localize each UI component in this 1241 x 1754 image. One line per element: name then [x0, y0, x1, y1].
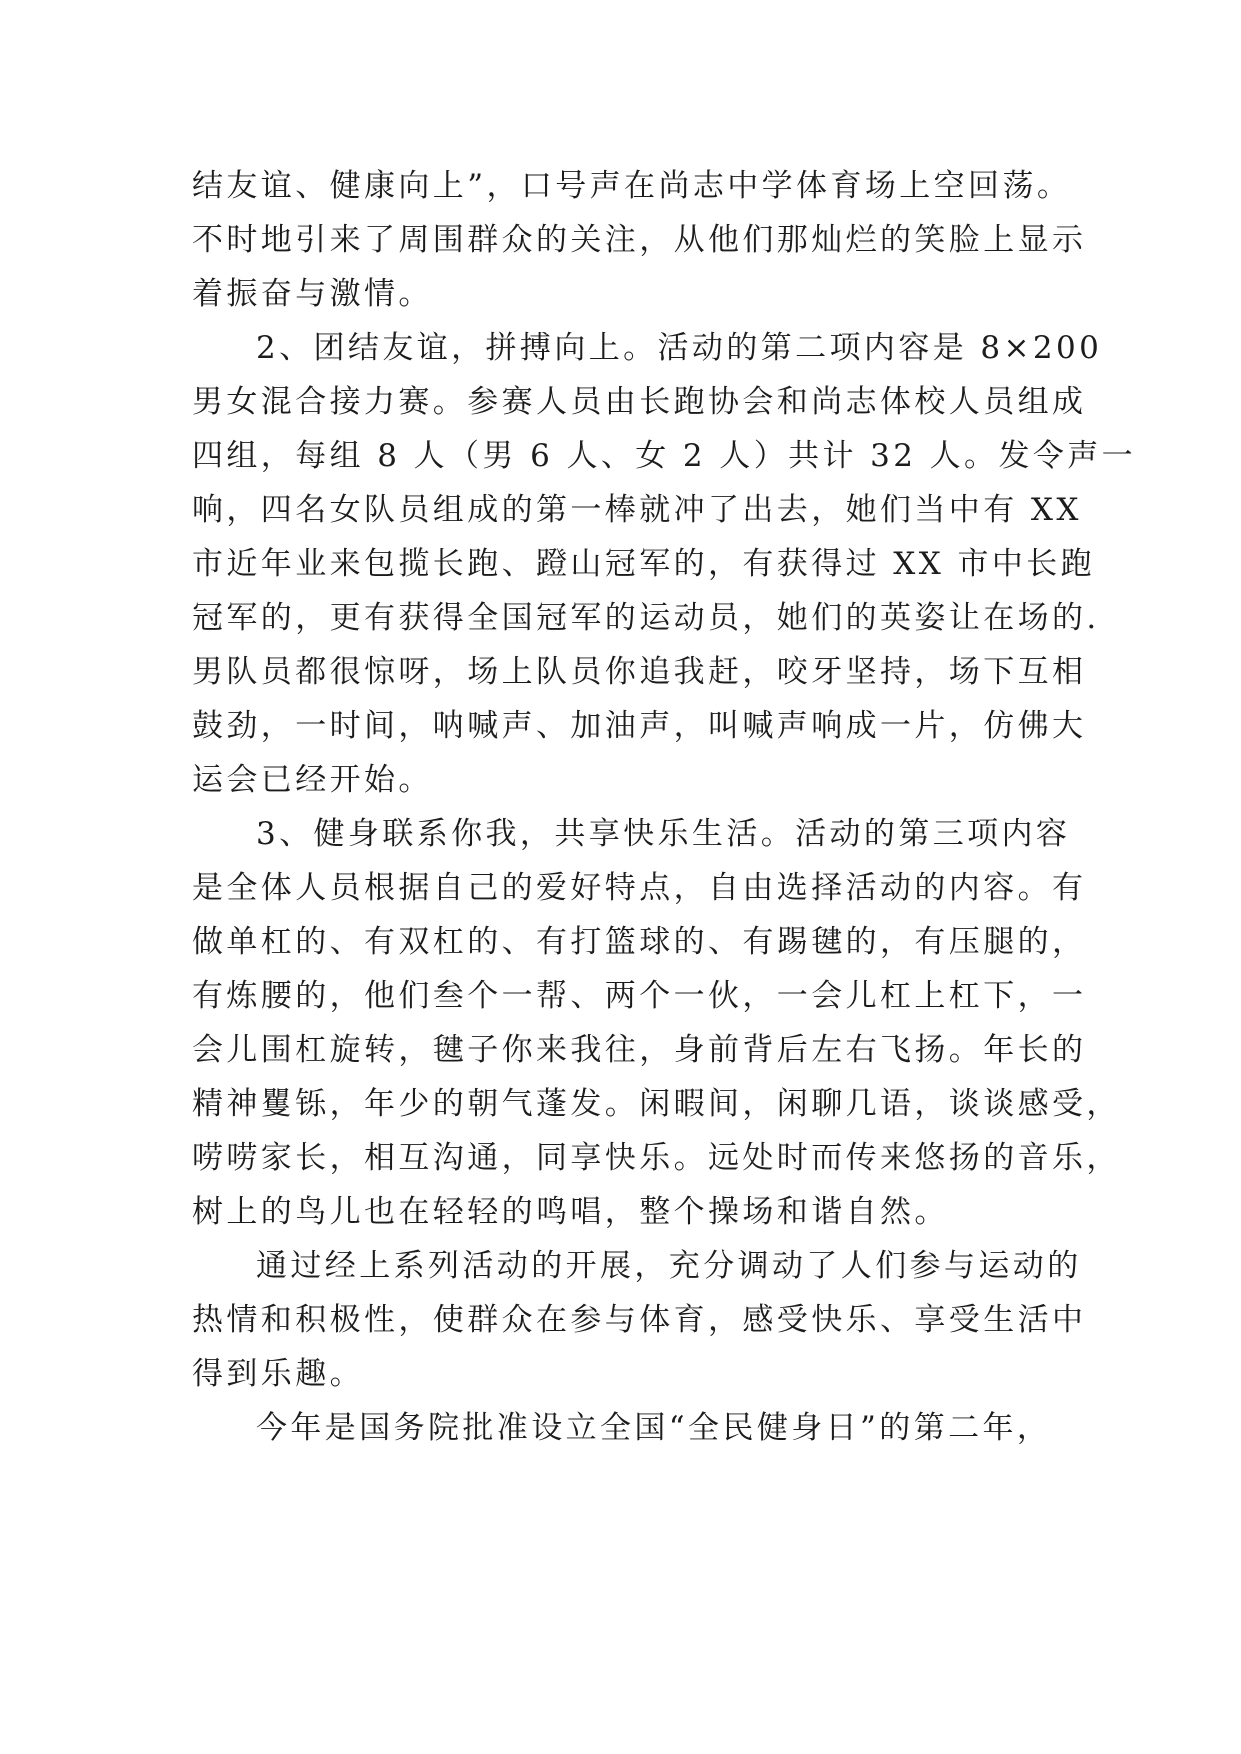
text-line: 四组，每组 8 人（男 6 人、女 2 人）共计 32 人。发令声一 — [192, 438, 1137, 474]
text-line: 唠唠家长，相互沟通，同享快乐。远处时而传来悠扬的音乐， — [192, 1140, 1121, 1176]
text-line: 冠军的，更有获得全国冠军的运动员，她们的英姿让在场的. — [192, 600, 1100, 636]
text-line: 响，四名女队员组成的第一棒就冲了出去，她们当中有 XX — [192, 492, 1082, 528]
text-line: 男队员都很惊呀，场上队员你追我赶，咬牙坚持，场下互相 — [192, 654, 1087, 690]
text-line: 结友谊、健康向上”，口号声在尚志中学体育场上空回荡。 — [192, 168, 1072, 204]
text-line: 热情和积极性，使群众在参与体育，感受快乐、享受生活中 — [192, 1302, 1087, 1338]
text-line: 运会已经开始。 — [192, 762, 433, 798]
text-line: 着振奋与激情。 — [192, 276, 433, 312]
text-line: 男女混合接力赛。参赛人员由长跑协会和尚志体校人员组成 — [192, 384, 1087, 420]
text-line: 精神矍铄，年少的朝气蓬发。闲暇间，闲聊几语，谈谈感受， — [192, 1086, 1121, 1122]
text-line: 鼓劲，一时间，呐喊声、加油声，叫喊声响成一片，仿佛大 — [192, 708, 1087, 744]
document-body — [192, 159, 1137, 1455]
text-line: 得到乐趣。 — [192, 1356, 364, 1392]
text-line: 不时地引来了周围群众的关注，从他们那灿烂的笑脸上显示 — [192, 222, 1087, 258]
paragraph-start-line: 今年是国务院批准设立全国“全民健身日”的第二年， — [256, 1410, 1052, 1446]
paragraph-start-line: 2、团结友谊，拼搏向上。活动的第二项内容是 8×200 — [256, 330, 1103, 366]
text-line: 会儿围杠旋转，毽子你来我往，身前背后左右飞扬。年长的 — [192, 1032, 1087, 1068]
text-line: 树上的鸟儿也在轻轻的鸣唱，整个操场和谐自然。 — [192, 1194, 949, 1230]
paragraph-start-line: 通过经上系列活动的开展，充分调动了人们参与运动的 — [256, 1248, 1082, 1284]
text-line: 是全体人员根据自己的爱好特点，自由选择活动的内容。有 — [192, 870, 1087, 906]
text-line: 市近年业来包揽长跑、蹬山冠军的，有获得过 XX 市中长跑 — [192, 546, 1096, 582]
text-line: 有炼腰的，他们叁个一帮、两个一伙，一会儿杠上杠下，一 — [192, 978, 1087, 1014]
text-line: 做单杠的、有双杠的、有打篮球的、有踢毽的，有压腿的， — [192, 924, 1087, 960]
paragraph-start-line: 3、健身联系你我，共享快乐生活。活动的第三项内容 — [256, 816, 1071, 852]
